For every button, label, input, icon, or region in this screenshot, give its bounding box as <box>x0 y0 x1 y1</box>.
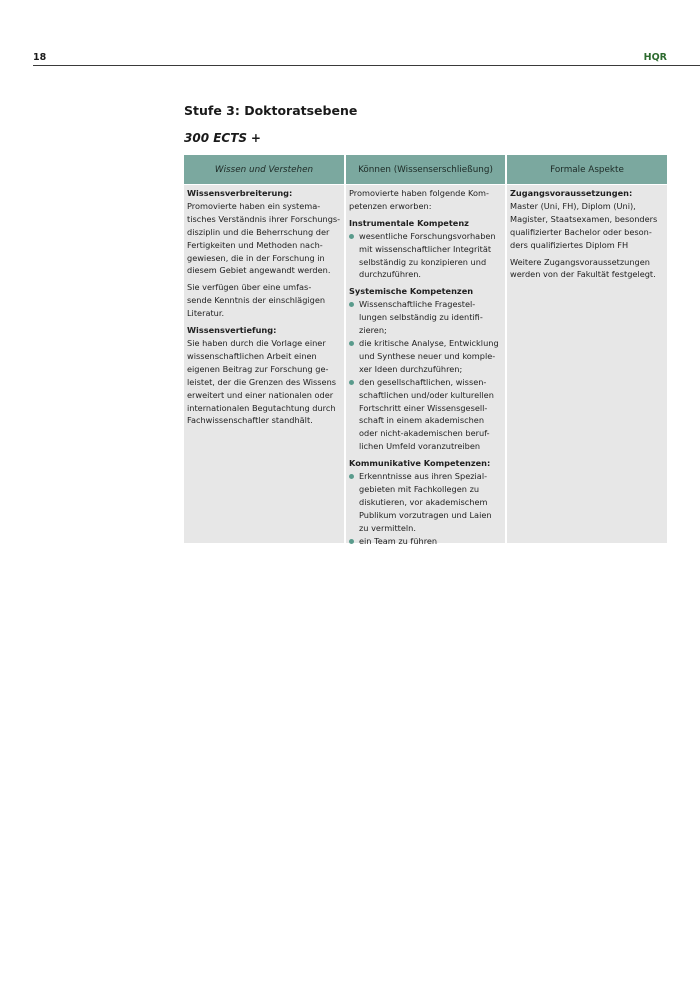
text-line: die kritische Analyse, Entwicklung <box>359 337 499 348</box>
column-knowledge <box>184 155 344 543</box>
text-line: Magister, Staatsexamen, besonders <box>510 213 658 224</box>
text-line: diskutieren, vor akademischem <box>359 496 488 507</box>
text-line: sende Kenntnis der einschlägigen <box>187 295 326 306</box>
cell-heading: Wissensvertiefung: <box>187 325 277 336</box>
text-line: schaft in einem akademischen <box>359 415 485 426</box>
list-item <box>349 337 502 376</box>
list-item <box>349 298 502 337</box>
text-line: internationalen Begutachtung durch <box>187 402 336 413</box>
text-line: eigenen Beitrag zur Forschung ge- <box>187 363 329 374</box>
text-line: ein Team zu führen <box>359 535 438 546</box>
text-line: gewiesen, die in der Forschung in <box>187 252 325 263</box>
text-line: disziplin und die Beherrschung der <box>187 226 330 237</box>
bullet-list <box>349 230 502 282</box>
qualification-table <box>184 155 667 544</box>
text-line: schaftlichen und/oder kulturellen <box>359 389 494 400</box>
bullet-icon <box>349 234 354 239</box>
text-line: Erkenntnisse aus ihren Spezial- <box>359 471 488 482</box>
text-line: Promovierte haben ein systema- <box>187 200 321 211</box>
text-line: Fertigkeiten und Methoden nach- <box>187 239 323 250</box>
text-line: erweitert und einer nationalen oder <box>187 389 334 400</box>
cell-heading: Wissensverbreiterung: <box>187 188 293 198</box>
text-line: und Synthese neuer und komple- <box>359 350 496 361</box>
paragraph <box>349 187 502 213</box>
ects-line <box>184 131 261 145</box>
text-line: wesentliche Forschungsvorhaben <box>359 230 496 241</box>
cell-heading: Instrumentale Kompetenz <box>349 217 469 228</box>
text-line: Wissenschaftliche Fragestel- <box>359 299 476 310</box>
bullet-icon <box>349 539 354 544</box>
bullet-list <box>349 470 502 547</box>
paragraph <box>510 200 664 252</box>
text-line: lichen Umfeld voranzutreiben <box>359 441 481 452</box>
text-line: den gesellschaftlichen, wissen- <box>359 376 487 387</box>
bullet-icon <box>349 302 354 307</box>
text-line: gebieten mit Fachkollegen zu <box>359 483 480 494</box>
text-line: werden von der Fakultät festgelegt. <box>510 269 656 280</box>
text-line: Sie verfügen über eine umfas- <box>187 282 312 293</box>
list-item <box>349 535 502 548</box>
table-header-formal: Formale Aspekte <box>507 155 667 184</box>
bullet-icon <box>349 341 354 346</box>
text-line: Promovierte haben folgende Kom- <box>349 188 489 198</box>
text-line: selbständig zu konzipieren und <box>359 256 487 267</box>
ects-plus: + <box>250 131 261 145</box>
bullet-list <box>349 298 502 453</box>
page-header <box>0 0 700 67</box>
text-line: Fortschritt einer Wissensgesell- <box>359 402 488 413</box>
text-line: qualifizierter Bachelor oder beson- <box>510 226 652 237</box>
paragraph <box>187 337 341 427</box>
page-number: 18 <box>33 52 47 63</box>
paragraph <box>510 256 664 282</box>
list-item <box>349 376 502 453</box>
text-line: lungen selbständig zu identifi- <box>359 312 483 323</box>
text-line: Publikum vorzutragen und Laien <box>359 509 492 520</box>
section-title: Stufe 3: Doktoratsebene <box>184 103 358 118</box>
cell-heading: Systemische Kompetenzen <box>349 286 474 297</box>
text-line: ders qualifiziertes Diplom FH <box>510 239 629 250</box>
table-header-skills: Können (Wissenserschließung) <box>346 155 505 184</box>
paragraph <box>187 281 341 320</box>
paragraph <box>187 200 341 277</box>
text-line: zieren; <box>359 325 387 336</box>
text-line: Weitere Zugangsvoraussetzungen <box>510 256 650 267</box>
list-item <box>349 470 502 535</box>
text-line: leistet, der die Grenzen des Wissens <box>187 376 337 387</box>
text-line: oder nicht-akademischen beruf- <box>359 428 490 439</box>
cell-heading: Zugangsvoraussetzungen: <box>510 188 633 198</box>
cell-formal <box>507 185 667 543</box>
cell-knowledge <box>184 185 344 543</box>
text-line: zu vermitteln. <box>359 522 416 533</box>
table-header-knowledge: Wissen und Verstehen <box>184 155 344 184</box>
text-line: wissenschaftlichen Arbeit einen <box>187 350 317 361</box>
text-line: mit wissenschaftlicher Integrität <box>359 243 492 254</box>
running-head: HQR <box>643 52 667 63</box>
text-line: durchzuführen. <box>359 269 422 280</box>
text-line: tisches Verständnis ihrer Forschungs- <box>187 213 341 224</box>
cell-heading: Kommunikative Kompetenzen: <box>349 458 491 469</box>
bullet-icon <box>349 474 354 479</box>
header-rule <box>33 65 700 66</box>
text-line: Literatur. <box>187 308 225 319</box>
list-item <box>349 230 502 282</box>
text-line: Fachwissenschaftler standhält. <box>187 415 313 426</box>
text-line: petenzen erworben: <box>349 200 432 211</box>
text-line: xer Ideen durchzuführen; <box>359 363 463 374</box>
column-skills <box>346 155 505 546</box>
cell-skills <box>346 185 505 546</box>
ects-value: 300 ECTS <box>184 131 248 145</box>
text-line: Sie haben durch die Vorlage einer <box>187 337 326 348</box>
bullet-icon <box>349 380 354 385</box>
text-line: diesem Gebiet angewandt werden. <box>187 265 331 276</box>
column-formal <box>507 155 667 543</box>
text-line: Master (Uni, FH), Diplom (Uni), <box>510 200 636 211</box>
